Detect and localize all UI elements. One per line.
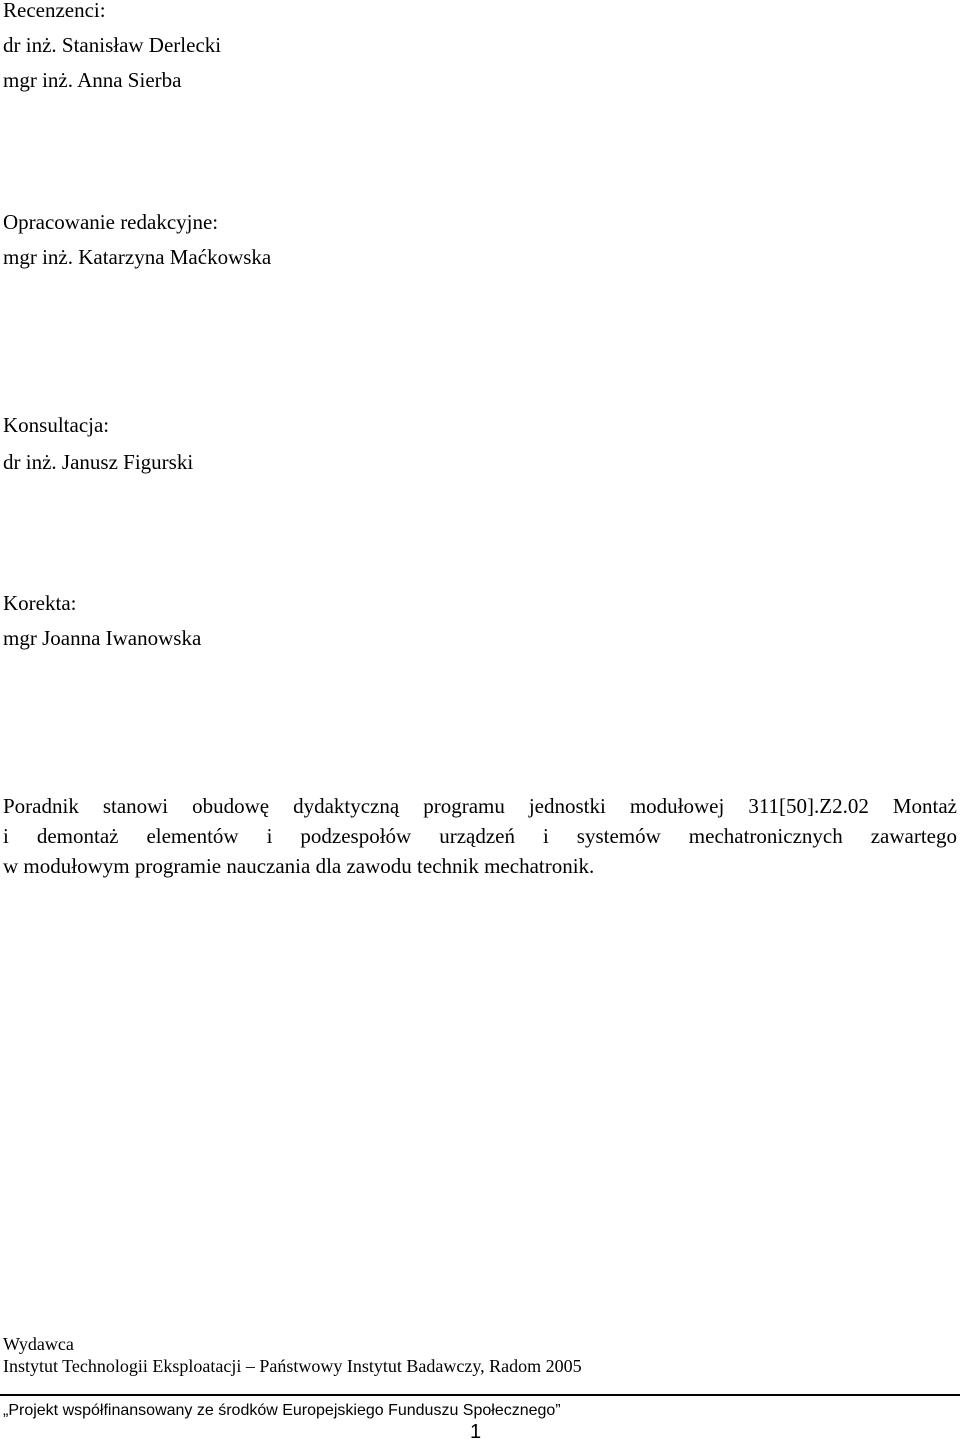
consultation-label: Konsultacja: (3, 413, 110, 437)
consultation-name: dr inż. Janusz Figurski (3, 450, 194, 474)
footer-divider (0, 1394, 960, 1396)
description-line: Poradnik stanowi obudowę dydaktyczną programu jednostki modułowej 311[50].Z2.02 Montaż (3, 794, 957, 818)
project-funding-note: „Projekt współfinansowany ze środków Europejskiego Funduszu Społecznego” (3, 1402, 561, 1419)
reviewer-name: dr inż. Stanisław Derlecki (3, 33, 222, 57)
reviewers-label: Recenzenci: (3, 0, 106, 22)
publisher-text: Instytut Technologii Eksploatacji – Państwowy Instytut Badawczy, Radom 2005 (3, 1356, 582, 1376)
description-line: w modułowym programie nauczania dla zawodu technik mechatronik. (3, 854, 595, 878)
proofreading-label: Korekta: (3, 591, 77, 615)
editorial-label: Opracowanie redakcyjne: (3, 210, 219, 234)
page-number: 1 (470, 1421, 482, 1443)
publisher-label: Wydawca (3, 1334, 74, 1354)
description-line: i demontaż elementów i podzespołów urządzeń i systemów mechatronicznych zawartego (3, 824, 957, 848)
proofreading-name: mgr Joanna Iwanowska (3, 626, 202, 650)
editorial-name: mgr inż. Katarzyna Maćkowska (3, 245, 272, 269)
reviewer-name: mgr inż. Anna Sierba (3, 68, 182, 92)
description-paragraph (3, 791, 957, 881)
